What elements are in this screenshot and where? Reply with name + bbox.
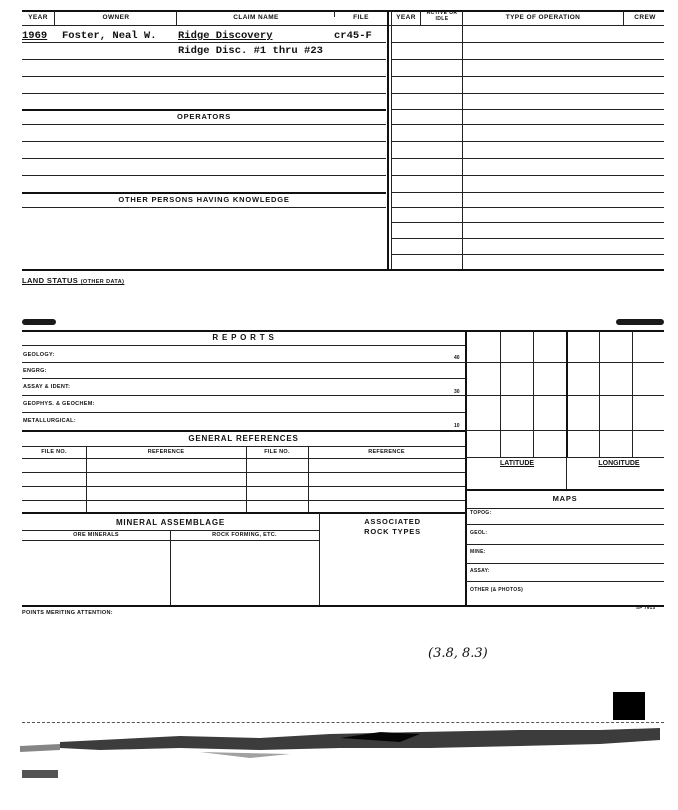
reports-heading-line [22, 345, 465, 346]
lat-long-sep [566, 457, 567, 489]
gen-ref-row-line [22, 472, 465, 473]
maps-row-line [466, 563, 664, 564]
row-line [22, 59, 386, 60]
land-status-label [22, 276, 124, 285]
header-bottom-line [22, 25, 664, 26]
land-status-text: LAND STATUS [22, 276, 79, 285]
right-row-line [391, 59, 664, 60]
associated-rock-types-line-2: ROCK TYPES [364, 527, 421, 536]
report-label-engrg: ENGRG: [23, 368, 47, 374]
operators-top-line [22, 109, 386, 111]
right-row-line [391, 175, 664, 176]
report-num-assay: 30 [454, 389, 460, 395]
associated-rock-types-line-1: ASSOCIATED [364, 517, 421, 526]
right-row-line [391, 192, 664, 193]
gen-ref-col-sep [86, 446, 87, 512]
tape-mark-right [616, 319, 664, 325]
row-line [22, 42, 386, 43]
col-sep [334, 11, 335, 17]
maps-row-line [466, 524, 664, 525]
tape-mark-left [22, 319, 56, 325]
grid-v [632, 331, 633, 457]
reports-heading: R E P O R T S [212, 333, 275, 342]
latitude-label: LATITUDE [499, 460, 535, 467]
maps-mine: MINE: [470, 549, 486, 555]
grid-h [466, 362, 664, 363]
header-file: FILE [353, 14, 369, 21]
report-label-geology: GEOLOGY: [23, 352, 55, 358]
table-top-border [22, 10, 664, 12]
report-num-metallurgical: 10 [454, 423, 460, 429]
maps-geol: GEOL: [470, 530, 488, 536]
col-sep [420, 11, 421, 25]
scan-marker-square [613, 692, 645, 720]
gen-ref-bottom-line [22, 512, 465, 514]
right-row-line [391, 109, 664, 110]
col-sep [54, 11, 55, 25]
gen-ref-col-reference-1: REFERENCE [147, 449, 185, 455]
maps-heading-line [466, 508, 664, 509]
gen-ref-row-line [22, 486, 465, 487]
row-line [22, 141, 386, 142]
right-row-line [391, 42, 664, 43]
main-divider [387, 11, 389, 269]
gen-ref-row-line [22, 500, 465, 501]
row-line [22, 207, 386, 208]
handwritten-coordinates: (3.8, 8.3) [428, 646, 488, 661]
report-bottom-line [22, 430, 465, 432]
mineral-assemblage-heading: MINERAL ASSEMBLAGE [115, 518, 226, 527]
maps-row-line [466, 544, 664, 545]
row-line [22, 124, 386, 125]
maps-row-line [466, 581, 664, 582]
row-line [22, 158, 386, 159]
header-crew: CREW [634, 14, 656, 21]
other-persons-heading: OTHER PERSONS HAVING KNOWLEDGE [118, 195, 290, 204]
right-row-line [391, 76, 664, 77]
other-persons-top-line [22, 192, 386, 194]
entry-year: 1969 [22, 30, 48, 42]
grid-v [533, 331, 534, 457]
header-owner: OWNER [102, 14, 130, 21]
grid-v [500, 331, 501, 457]
mineral-col-sep [170, 530, 171, 605]
maps-top-line [466, 489, 664, 491]
points-meriting-attention: POINTS MERITING ATTENTION: [22, 610, 113, 616]
col-sep [176, 11, 177, 25]
report-row-line [22, 362, 465, 363]
maps-assay: ASSAY: [470, 568, 490, 574]
row-line [22, 76, 386, 77]
maps-topog: TOPOG: [470, 510, 492, 516]
report-row-line [22, 395, 465, 396]
land-status-sublabel: (OTHER DATA) [80, 279, 125, 285]
entry-claim-line-1: Ridge Discovery [178, 30, 273, 42]
entry-file: cr45-F [334, 30, 372, 42]
right-row-line [391, 124, 664, 125]
col-rock-forming: ROCK FORMING, ETC. [212, 532, 277, 538]
right-row-line [391, 254, 664, 255]
operators-heading: OPERATORS [176, 112, 231, 121]
header-active-or-idle: ACTIVE OR IDLE [426, 10, 458, 22]
maps-other: OTHER (& PHOTOS) [470, 587, 524, 593]
report-label-assay: ASSAY & IDENT: [23, 384, 71, 390]
form-number: SP 7913 [636, 605, 656, 610]
row-line [22, 175, 386, 176]
maps-heading: MAPS [552, 494, 578, 503]
header-year: YEAR [28, 14, 48, 21]
right-row-line [391, 93, 664, 94]
longitude-label: LONGITUDE [598, 460, 640, 467]
report-label-metallurgical: METALLURGICAL: [23, 418, 76, 424]
right-row-line [391, 158, 664, 159]
grid-h [466, 395, 664, 396]
row-line [22, 93, 386, 94]
gen-ref-heading-line [22, 446, 465, 447]
header-claim-name: CLAIM NAME [233, 14, 279, 21]
gen-ref-col-file-1: FILE NO. [41, 449, 67, 455]
report-row-line [22, 412, 465, 413]
header-type-of-operation: TYPE OF OPERATION [505, 14, 581, 21]
col-sep [623, 11, 624, 25]
report-num-geology: 40 [454, 355, 460, 361]
scan-smudge-bottom [22, 770, 58, 778]
scan-smear-band [0, 718, 678, 768]
general-references-heading: GENERAL REFERENCES [188, 434, 299, 443]
report-label-geophys: GEOPHYS. & GEOCHEM: [23, 401, 95, 407]
gen-ref-col-sep [246, 446, 247, 512]
gen-ref-row-line [22, 458, 465, 459]
grid-bottom [466, 457, 664, 458]
gen-ref-col-reference-2: REFERENCE [368, 449, 405, 455]
grid-v [599, 331, 600, 457]
header-year-right: YEAR [396, 14, 416, 21]
entry-owner: Foster, Neal W. [62, 30, 157, 42]
right-row-line [391, 238, 664, 239]
report-row-line [22, 378, 465, 379]
gen-ref-col-file-2: FILE NO. [264, 449, 290, 455]
right-row-line [391, 222, 664, 223]
right-row-line [391, 207, 664, 208]
right-row-line [391, 141, 664, 142]
gen-ref-col-sep [308, 446, 309, 512]
grid-h [466, 430, 664, 431]
col-sep-active [462, 11, 463, 269]
main-divider-inner [391, 11, 392, 269]
lower-bottom-border [22, 605, 664, 607]
grid-v-center [566, 331, 568, 457]
col-ore-minerals: ORE MINERALS [73, 532, 119, 538]
table-bottom-border [22, 269, 664, 271]
entry-claim-line-2: Ridge Disc. #1 thru #23 [178, 45, 323, 57]
